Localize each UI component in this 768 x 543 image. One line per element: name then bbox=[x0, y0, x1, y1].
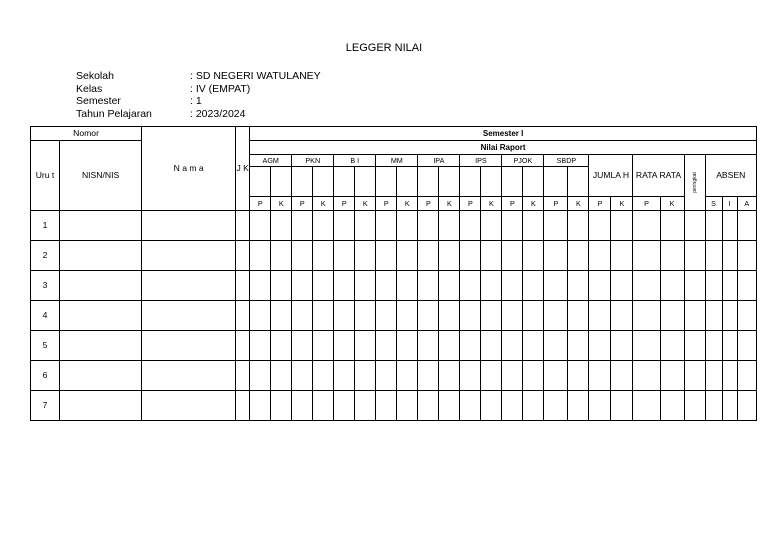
blank-cell bbox=[418, 167, 439, 197]
k-header: K bbox=[271, 197, 292, 211]
data-cell bbox=[660, 271, 684, 301]
data-cell bbox=[439, 331, 460, 361]
k-header: K bbox=[481, 197, 502, 211]
data-cell bbox=[355, 211, 376, 241]
absen-a-header: A bbox=[737, 197, 756, 211]
data-cell bbox=[722, 331, 737, 361]
table-row bbox=[31, 361, 757, 391]
row-number: 7 bbox=[31, 391, 60, 421]
data-cell bbox=[376, 211, 397, 241]
table-row bbox=[31, 271, 757, 301]
data-cell bbox=[502, 331, 523, 361]
data-cell bbox=[355, 271, 376, 301]
data-cell bbox=[292, 301, 313, 331]
p-header: P bbox=[250, 197, 271, 211]
data-cell bbox=[418, 361, 439, 391]
data-cell bbox=[60, 271, 142, 301]
data-cell bbox=[684, 271, 705, 301]
data-cell bbox=[355, 241, 376, 271]
data-cell bbox=[418, 241, 439, 271]
blank-cell bbox=[313, 167, 334, 197]
data-cell bbox=[660, 241, 684, 271]
data-cell bbox=[355, 331, 376, 361]
data-cell bbox=[502, 211, 523, 241]
peringkat-header bbox=[684, 155, 705, 211]
data-cell bbox=[439, 301, 460, 331]
info-label: Semester bbox=[76, 95, 121, 107]
data-cell bbox=[250, 391, 271, 421]
data-cell bbox=[250, 361, 271, 391]
data-cell bbox=[397, 241, 418, 271]
data-cell bbox=[633, 361, 660, 391]
data-cell bbox=[722, 301, 737, 331]
data-cell bbox=[313, 391, 334, 421]
data-cell bbox=[611, 301, 633, 331]
blank-cell bbox=[544, 167, 568, 197]
rata-rata-header: RATA RATA bbox=[633, 155, 684, 197]
data-cell bbox=[544, 241, 568, 271]
info-row-tahun bbox=[76, 108, 321, 121]
subject-header-bi: B I bbox=[334, 155, 376, 167]
data-cell bbox=[236, 271, 250, 301]
semester-header: Semester I bbox=[250, 127, 757, 141]
nomor-header: Nomor bbox=[31, 127, 142, 141]
data-cell bbox=[523, 211, 544, 241]
k-header: K bbox=[439, 197, 460, 211]
data-cell bbox=[523, 361, 544, 391]
data-cell bbox=[684, 391, 705, 421]
data-cell bbox=[460, 391, 481, 421]
data-cell bbox=[705, 331, 722, 361]
data-cell bbox=[250, 331, 271, 361]
data-cell bbox=[236, 211, 250, 241]
data-cell bbox=[334, 301, 355, 331]
data-cell bbox=[334, 241, 355, 271]
subject-header-pjok: PJOK bbox=[502, 155, 544, 167]
urut-header: Uru t bbox=[31, 141, 60, 211]
data-cell bbox=[568, 331, 589, 361]
data-cell bbox=[60, 361, 142, 391]
data-cell bbox=[544, 361, 568, 391]
data-cell bbox=[737, 391, 756, 421]
blank-cell bbox=[376, 167, 397, 197]
nama-header: N a m a bbox=[142, 127, 236, 211]
data-cell bbox=[439, 361, 460, 391]
table-row bbox=[31, 241, 757, 271]
school-info bbox=[76, 70, 321, 120]
data-cell bbox=[376, 361, 397, 391]
p-header: P bbox=[589, 197, 611, 211]
info-value: : SD NEGERI WATULANEY bbox=[190, 70, 321, 82]
data-cell bbox=[722, 391, 737, 421]
blank-cell bbox=[355, 167, 376, 197]
data-cell bbox=[313, 331, 334, 361]
data-cell bbox=[568, 391, 589, 421]
data-cell bbox=[589, 211, 611, 241]
data-cell bbox=[660, 211, 684, 241]
data-cell bbox=[684, 331, 705, 361]
data-cell bbox=[481, 241, 502, 271]
data-cell bbox=[737, 241, 756, 271]
data-cell bbox=[684, 241, 705, 271]
data-cell bbox=[722, 271, 737, 301]
data-cell bbox=[142, 391, 236, 421]
data-cell bbox=[60, 241, 142, 271]
data-cell bbox=[460, 301, 481, 331]
data-cell bbox=[502, 361, 523, 391]
info-label: Tahun Pelajaran bbox=[76, 107, 152, 120]
blank-cell bbox=[271, 167, 292, 197]
blank-cell bbox=[460, 167, 481, 197]
p-header: P bbox=[292, 197, 313, 211]
table-row bbox=[31, 211, 757, 241]
data-cell bbox=[660, 391, 684, 421]
data-cell bbox=[418, 301, 439, 331]
data-cell bbox=[60, 331, 142, 361]
k-header: K bbox=[523, 197, 544, 211]
subject-header-sbdp: SBDP bbox=[544, 155, 589, 167]
data-cell bbox=[313, 301, 334, 331]
data-cell bbox=[250, 271, 271, 301]
row-number: 6 bbox=[31, 361, 60, 391]
data-cell bbox=[481, 331, 502, 361]
subject-header-pkn: PKN bbox=[292, 155, 334, 167]
data-cell bbox=[737, 211, 756, 241]
data-cell bbox=[568, 301, 589, 331]
nilai-raport-header: Nilai Raport bbox=[250, 141, 757, 155]
data-cell bbox=[589, 271, 611, 301]
data-cell bbox=[355, 361, 376, 391]
data-cell bbox=[737, 301, 756, 331]
data-cell bbox=[481, 361, 502, 391]
data-cell bbox=[589, 361, 611, 391]
data-cell bbox=[292, 271, 313, 301]
blank-cell bbox=[568, 167, 589, 197]
blank-cell bbox=[292, 167, 313, 197]
data-cell bbox=[292, 331, 313, 361]
blank-cell bbox=[502, 167, 523, 197]
data-cell bbox=[334, 331, 355, 361]
data-cell bbox=[271, 361, 292, 391]
data-cell bbox=[397, 301, 418, 331]
data-cell bbox=[460, 331, 481, 361]
absen-i-header: I bbox=[722, 197, 737, 211]
data-cell bbox=[271, 301, 292, 331]
data-cell bbox=[271, 331, 292, 361]
data-cell bbox=[722, 241, 737, 271]
data-cell bbox=[568, 241, 589, 271]
data-cell bbox=[705, 301, 722, 331]
page-title: LEGGER NILAI bbox=[345, 42, 423, 54]
data-cell bbox=[439, 271, 460, 301]
k-header: K bbox=[660, 197, 684, 211]
data-cell bbox=[334, 361, 355, 391]
data-cell bbox=[568, 271, 589, 301]
data-cell bbox=[418, 331, 439, 361]
info-label: Kelas bbox=[76, 82, 103, 95]
data-cell bbox=[250, 211, 271, 241]
p-header: P bbox=[502, 197, 523, 211]
data-cell bbox=[544, 271, 568, 301]
data-cell bbox=[292, 241, 313, 271]
data-cell bbox=[250, 301, 271, 331]
data-cell bbox=[60, 301, 142, 331]
data-cell bbox=[271, 211, 292, 241]
peringkat-label: peringkat bbox=[691, 172, 698, 193]
data-cell bbox=[722, 361, 737, 391]
data-cell bbox=[376, 271, 397, 301]
data-cell bbox=[544, 301, 568, 331]
data-cell bbox=[633, 331, 660, 361]
data-cell bbox=[376, 301, 397, 331]
data-cell bbox=[313, 361, 334, 391]
data-cell bbox=[418, 271, 439, 301]
data-cell bbox=[737, 361, 756, 391]
data-cell bbox=[439, 211, 460, 241]
data-cell bbox=[313, 211, 334, 241]
nisn-header: NISN/NIS bbox=[60, 141, 142, 211]
data-cell bbox=[705, 361, 722, 391]
data-cell bbox=[334, 391, 355, 421]
p-header: P bbox=[376, 197, 397, 211]
data-cell bbox=[142, 271, 236, 301]
data-cell bbox=[633, 301, 660, 331]
data-cell bbox=[705, 271, 722, 301]
data-cell bbox=[376, 331, 397, 361]
p-header: P bbox=[633, 197, 660, 211]
data-cell bbox=[722, 211, 737, 241]
info-label: Sekolah bbox=[76, 70, 114, 82]
blank-cell bbox=[523, 167, 544, 197]
data-cell bbox=[236, 331, 250, 361]
data-cell bbox=[737, 331, 756, 361]
data-cell bbox=[705, 391, 722, 421]
data-cell bbox=[376, 241, 397, 271]
data-cell bbox=[611, 211, 633, 241]
data-cell bbox=[544, 391, 568, 421]
data-cell bbox=[397, 331, 418, 361]
data-cell bbox=[292, 391, 313, 421]
info-row-semester bbox=[76, 95, 321, 108]
data-cell bbox=[633, 241, 660, 271]
data-cell bbox=[502, 271, 523, 301]
data-cell bbox=[236, 241, 250, 271]
data-cell bbox=[502, 301, 523, 331]
data-cell bbox=[611, 361, 633, 391]
row-number: 2 bbox=[31, 241, 60, 271]
data-cell bbox=[418, 211, 439, 241]
data-cell bbox=[439, 391, 460, 421]
data-cell bbox=[271, 241, 292, 271]
data-cell bbox=[236, 391, 250, 421]
data-cell bbox=[460, 271, 481, 301]
data-cell bbox=[660, 331, 684, 361]
data-cell bbox=[397, 361, 418, 391]
k-header: K bbox=[313, 197, 334, 211]
data-cell bbox=[355, 391, 376, 421]
data-cell bbox=[589, 331, 611, 361]
data-cell bbox=[271, 391, 292, 421]
k-header: K bbox=[568, 197, 589, 211]
data-cell bbox=[523, 241, 544, 271]
k-header: K bbox=[397, 197, 418, 211]
data-cell bbox=[589, 301, 611, 331]
data-cell bbox=[236, 361, 250, 391]
data-cell bbox=[313, 271, 334, 301]
blank-cell bbox=[250, 167, 271, 197]
k-header: K bbox=[355, 197, 376, 211]
data-cell bbox=[460, 241, 481, 271]
data-cell bbox=[737, 271, 756, 301]
info-value: : IV (EMPAT) bbox=[190, 82, 251, 95]
absen-s-header: S bbox=[705, 197, 722, 211]
data-cell bbox=[439, 241, 460, 271]
data-cell bbox=[611, 391, 633, 421]
data-cell bbox=[355, 301, 376, 331]
data-cell bbox=[684, 211, 705, 241]
blank-cell bbox=[439, 167, 460, 197]
data-cell bbox=[481, 211, 502, 241]
data-cell bbox=[523, 301, 544, 331]
data-cell bbox=[544, 211, 568, 241]
data-cell bbox=[611, 331, 633, 361]
data-cell bbox=[684, 301, 705, 331]
row-number: 5 bbox=[31, 331, 60, 361]
blank-cell bbox=[397, 167, 418, 197]
data-cell bbox=[589, 391, 611, 421]
absen-header: ABSEN bbox=[705, 155, 756, 197]
data-cell bbox=[481, 391, 502, 421]
data-cell bbox=[292, 211, 313, 241]
data-cell bbox=[334, 211, 355, 241]
data-cell bbox=[568, 211, 589, 241]
row-number: 1 bbox=[31, 211, 60, 241]
data-cell bbox=[611, 271, 633, 301]
data-cell bbox=[334, 271, 355, 301]
blank-cell bbox=[481, 167, 502, 197]
data-cell bbox=[397, 271, 418, 301]
jk-header: J K bbox=[236, 127, 250, 211]
data-cell bbox=[460, 211, 481, 241]
data-cell bbox=[523, 391, 544, 421]
info-row-sekolah bbox=[76, 70, 321, 83]
data-cell bbox=[633, 391, 660, 421]
legger-table bbox=[30, 126, 757, 421]
data-cell bbox=[142, 331, 236, 361]
table-row bbox=[31, 391, 757, 421]
data-cell bbox=[418, 391, 439, 421]
data-cell bbox=[142, 301, 236, 331]
row-number: 3 bbox=[31, 271, 60, 301]
data-cell bbox=[705, 211, 722, 241]
p-header: P bbox=[418, 197, 439, 211]
table-row bbox=[31, 331, 757, 361]
p-header: P bbox=[460, 197, 481, 211]
data-cell bbox=[660, 301, 684, 331]
subject-header-ipa: IPA bbox=[418, 155, 460, 167]
data-cell bbox=[250, 241, 271, 271]
data-cell bbox=[397, 211, 418, 241]
data-cell bbox=[397, 391, 418, 421]
data-cell bbox=[236, 301, 250, 331]
p-header: P bbox=[334, 197, 355, 211]
data-cell bbox=[544, 331, 568, 361]
data-cell bbox=[589, 241, 611, 271]
data-cell bbox=[60, 391, 142, 421]
data-cell bbox=[684, 361, 705, 391]
data-cell bbox=[142, 211, 236, 241]
data-cell bbox=[313, 241, 334, 271]
data-cell bbox=[460, 361, 481, 391]
data-cell bbox=[60, 211, 142, 241]
subject-header-agm: AGM bbox=[250, 155, 292, 167]
data-cell bbox=[523, 331, 544, 361]
jumlah-header: JUMLA H bbox=[589, 155, 633, 197]
row-number: 4 bbox=[31, 301, 60, 331]
data-cell bbox=[705, 241, 722, 271]
data-cell bbox=[142, 241, 236, 271]
p-header: P bbox=[544, 197, 568, 211]
data-cell bbox=[376, 391, 397, 421]
data-cell bbox=[481, 271, 502, 301]
subject-header-mm: MM bbox=[376, 155, 418, 167]
blank-cell bbox=[334, 167, 355, 197]
subject-header-ips: IPS bbox=[460, 155, 502, 167]
data-cell bbox=[568, 361, 589, 391]
data-cell bbox=[633, 211, 660, 241]
data-cell bbox=[142, 361, 236, 391]
k-header: K bbox=[611, 197, 633, 211]
data-cell bbox=[271, 271, 292, 301]
data-cell bbox=[523, 271, 544, 301]
info-value: : 1 bbox=[190, 95, 202, 107]
data-cell bbox=[481, 301, 502, 331]
data-cell bbox=[502, 391, 523, 421]
info-row-kelas bbox=[76, 83, 321, 96]
info-value: : 2023/2024 bbox=[190, 107, 246, 120]
data-cell bbox=[292, 361, 313, 391]
data-cell bbox=[611, 241, 633, 271]
table-row bbox=[31, 301, 757, 331]
data-cell bbox=[633, 271, 660, 301]
data-cell bbox=[502, 241, 523, 271]
data-cell bbox=[660, 361, 684, 391]
